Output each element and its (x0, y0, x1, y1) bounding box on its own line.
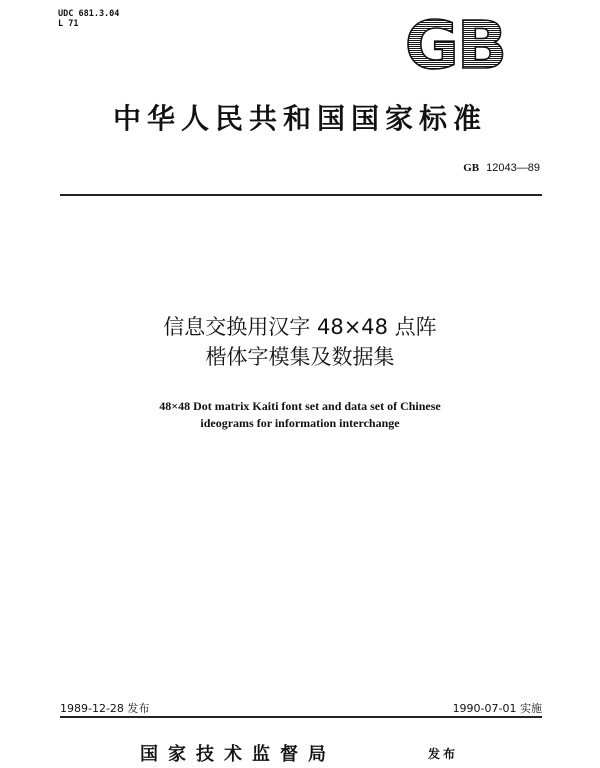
issue-date: 1989-12-28 发布 (60, 702, 150, 715)
issued-label: 发布 (428, 747, 459, 761)
standard-code: 12043—89 (486, 162, 540, 174)
logo-text: GB (404, 14, 506, 74)
chinese-title-line-2: 楷体字模集及数据集 (205, 345, 395, 369)
english-title-line-2: ideograms for information interchange (200, 416, 400, 430)
dates-row (60, 700, 542, 716)
gb-logo (396, 14, 514, 74)
english-title-line-1: 48×48 Dot matrix Kaiti font set and data set of Chinese (159, 399, 441, 413)
national-standard-heading: 中华人民共和国国家标准 (112, 102, 487, 135)
effective-date: 1990-07-01 实施 (452, 702, 542, 715)
chinese-title-line-1: 信息交换用汉字 48×48 点阵 (163, 315, 437, 339)
classification-codes (58, 9, 119, 29)
issuing-authority: 国家技术监督局 (140, 744, 336, 765)
standard-number (0, 162, 540, 174)
udc-code: UDC 681.3.04 (58, 9, 120, 19)
standard-prefix: GB (463, 162, 480, 174)
bottom-divider (60, 716, 542, 718)
top-divider (60, 194, 542, 196)
class-code: L 71 (58, 19, 79, 29)
